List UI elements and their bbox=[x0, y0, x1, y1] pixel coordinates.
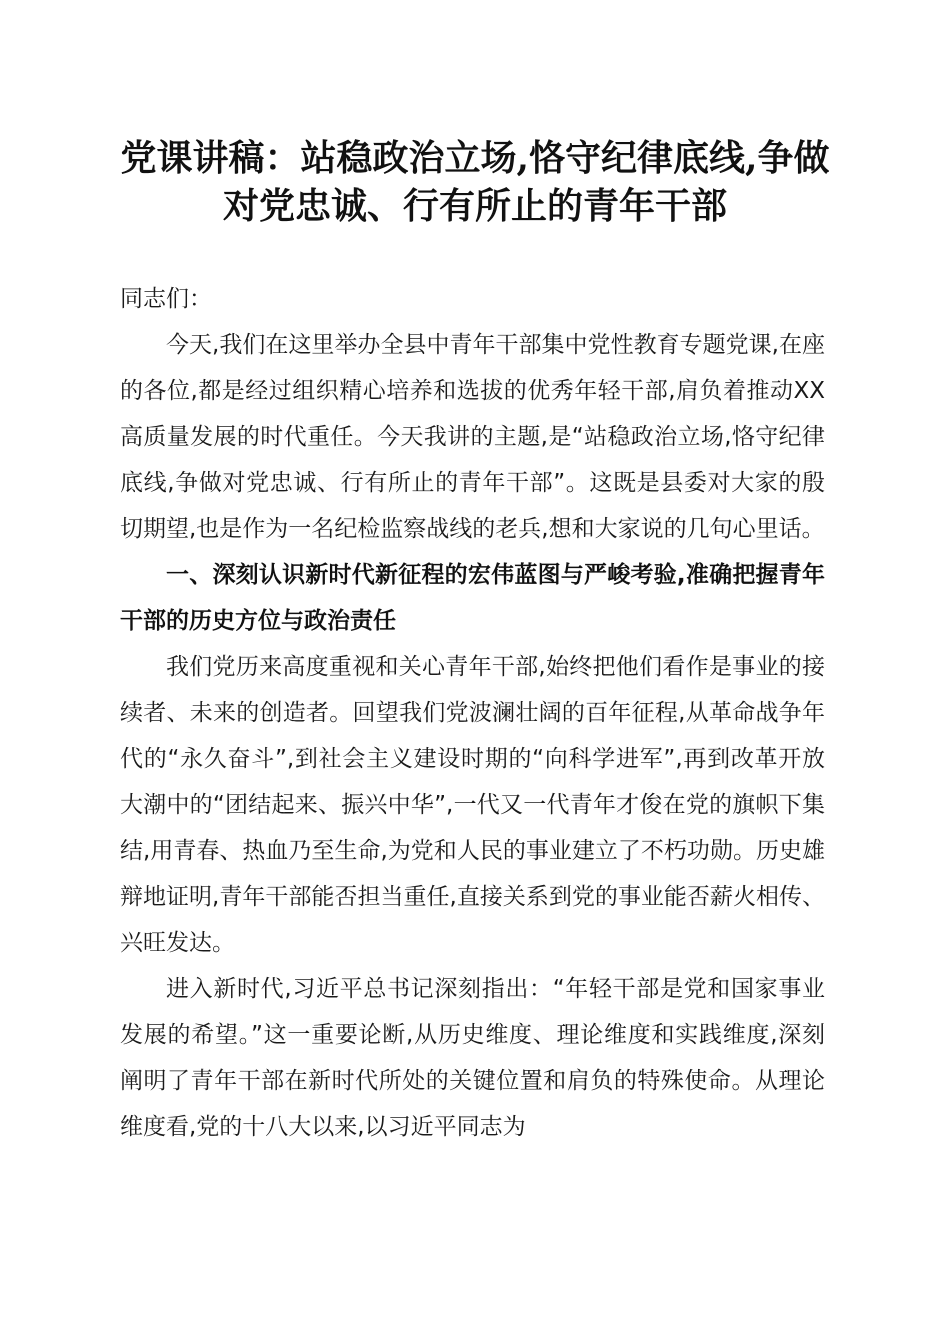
section1-paragraph-2: 进入新时代,习近平总书记深刻指出：“年轻干部是党和国家事业发展的希望。”这一重要论断,从历史维度、理论维度和实践维度,深刻阐明了青年干部在新时代所处的关键位置和肩负的特殊使命。从理论维度看,党的十八大以来,以习近平同志为 bbox=[120, 976, 825, 1140]
title-line-2: 对党忠诚、行有所止的青年干部 bbox=[222, 185, 727, 227]
title-line-1: 党课讲稿：站稳政治立场,恪守纪律底线,争做 bbox=[120, 137, 830, 179]
salutation: 同志们： bbox=[120, 286, 212, 312]
section-heading-1: 一、深刻认识新时代新征程的宏伟蓝图与严峻考验,准确把握青年干部的历史方位与政治责任 bbox=[120, 562, 825, 634]
document-title bbox=[100, 134, 850, 230]
section1-paragraph-1: 我们党历来高度重视和关心青年干部,始终把他们看作是事业的接续者、未来的创造者。回望我们党波澜壮阔的百年征程,从革命战争年代的“永久奋斗”,到社会主义建设时期的“向科学进军”,再到改革开放大潮中的“团结起来、振兴中华”,一代又一代青年才俊在党的旗帜下集结,用青春、热血乃至生命,为党和人民的事业建立了不朽功勋。历史雄辩地证明,青年干部能否担当重任,直接关系到党的事业能否薪火相传、兴旺发达。 bbox=[120, 654, 825, 956]
document-body bbox=[120, 276, 825, 1150]
intro-paragraph: 今天,我们在这里举办全县中青年干部集中党性教育专题党课,在座的各位,都是经过组织精心培养和选拔的优秀年轻干部,肩负着推动XX高质量发展的时代重任。今天我讲的主题,是“站稳政治立场,恪守纪律底线,争做对党忠诚、行有所止的青年干部”。这既是县委对大家的殷切期望,也是作为一名纪检监察战线的老兵,想和大家说的几句心里话。 bbox=[120, 332, 825, 542]
